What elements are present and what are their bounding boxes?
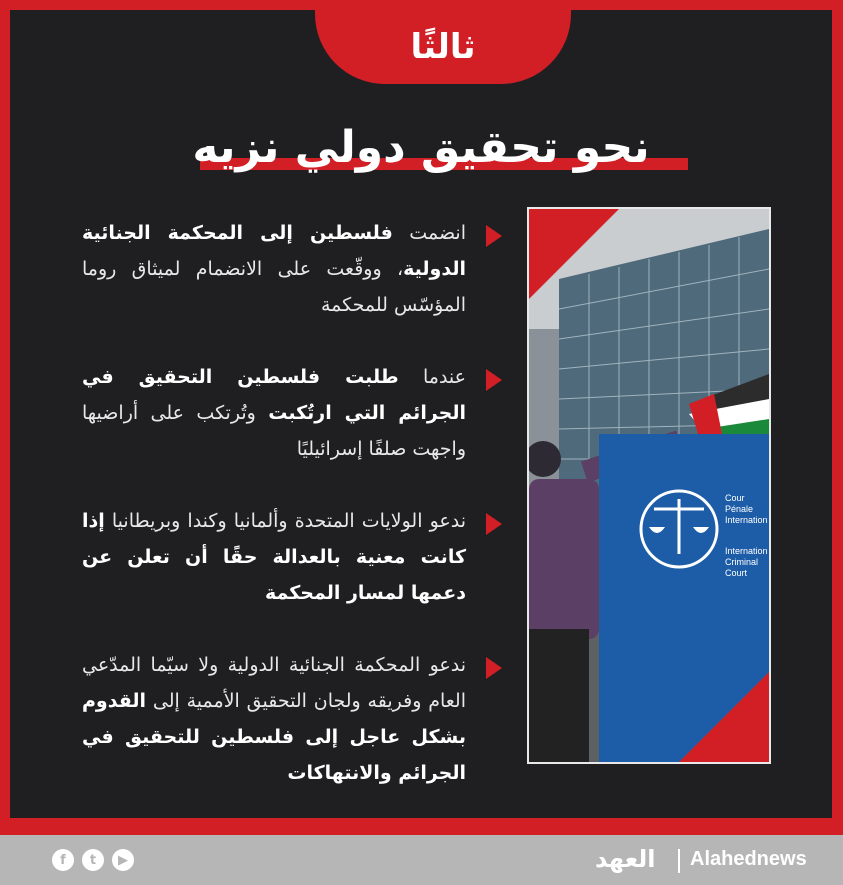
sign-line: Criminal xyxy=(725,557,759,567)
icc-building-illustration xyxy=(529,209,769,762)
social-links xyxy=(52,849,134,871)
section-tab xyxy=(315,10,571,84)
facebook-icon[interactable]: f xyxy=(52,849,74,871)
sign-line: Court xyxy=(725,568,748,578)
logo-divider xyxy=(678,849,680,873)
bullet-text: ندعو المحكمة الجنائية الدولية ولا سيّما المدّعي العام وفريقه ولجان التحقيق الأممية إلى القدوم بشكل عاجل إلى فلسطين للتحقيق في الجرائم والانتهاكات xyxy=(82,654,466,784)
twitter-icon[interactable]: t xyxy=(82,849,104,871)
footer xyxy=(0,835,843,885)
bullet-text: عندما طلبت فلسطين التحقيق في الجرائم التي ارتُكبت وتُرتكب على أراضيها واجهت صلفًا إسرائيليًا xyxy=(82,366,466,460)
list-item xyxy=(82,647,502,791)
list-item xyxy=(82,359,502,467)
bullet-list xyxy=(82,215,502,827)
list-item xyxy=(82,503,502,611)
bullet-arrow-icon xyxy=(486,657,502,679)
bullet-text: انضمت فلسطين إلى المحكمة الجنائية الدولية، ووقّعت على الانضمام لميثاق روما المؤسّس للمحكمة xyxy=(82,222,466,316)
list-item xyxy=(82,215,502,323)
bullet-arrow-icon xyxy=(486,369,502,391)
sign-line: Internation xyxy=(725,546,768,556)
logo-arabic: العهد xyxy=(595,845,656,873)
logo-english: Alahednews xyxy=(690,848,807,870)
sign-line: Pénale xyxy=(725,504,754,514)
bullet-text: ندعو الولايات المتحدة وألمانيا وكندا وبريطانيا إذا كانت معنية بالعدالة حقًا أن تعلن عن دعمها لمسار المحكمة xyxy=(82,510,466,604)
youtube-icon[interactable]: ▶ xyxy=(112,849,134,871)
sign-line: Cour xyxy=(725,493,745,503)
bullet-arrow-icon xyxy=(486,225,502,247)
bullet-arrow-icon xyxy=(486,513,502,535)
sign-line: Internation xyxy=(725,515,768,525)
icc-photo xyxy=(527,207,771,764)
section-label: ثالثًا xyxy=(410,27,476,67)
page-title: نحو تحقيق دولي نزيه xyxy=(192,122,650,173)
